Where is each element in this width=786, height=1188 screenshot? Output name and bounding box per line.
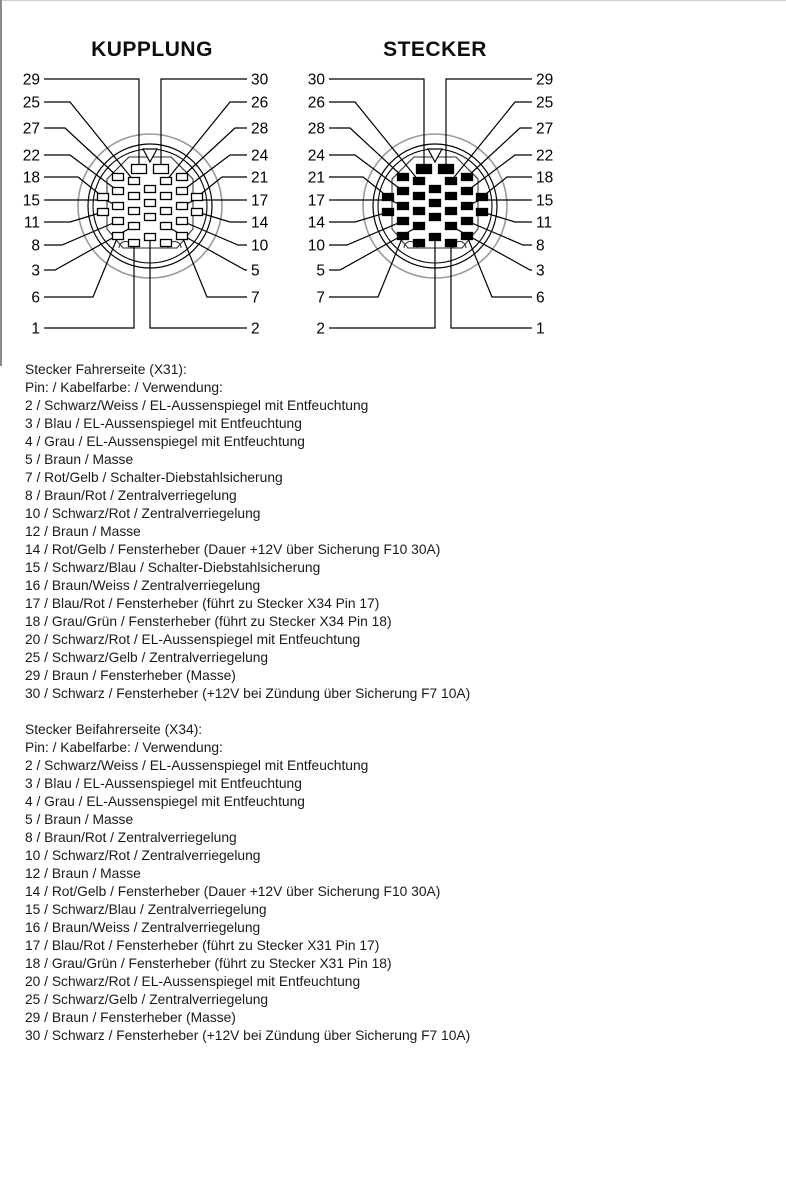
pin-contact bbox=[462, 174, 473, 181]
pin-contacts bbox=[98, 165, 203, 247]
kupplung-connector bbox=[23, 72, 269, 338]
pin-contact bbox=[446, 193, 457, 200]
leader-line bbox=[329, 237, 435, 328]
pin-row: 3 / Blau / EL-Aussenspiegel mit Entfeuchtung bbox=[25, 416, 302, 431]
pin-contact bbox=[446, 208, 457, 215]
pin-contact bbox=[113, 188, 124, 195]
pin-row: 3 / Blau / EL-Aussenspiegel mit Entfeuchtung bbox=[25, 776, 302, 791]
pin-row: 15 / Schwarz/Blau / Zentralverriegelung bbox=[25, 902, 267, 917]
pin-number-label: 2 bbox=[316, 320, 325, 338]
pin-number-label: 10 bbox=[307, 237, 325, 255]
leader-line bbox=[329, 128, 403, 177]
leader-line bbox=[182, 221, 247, 245]
pin-contact bbox=[113, 174, 124, 181]
pin-contact bbox=[462, 203, 473, 210]
pin-rows bbox=[25, 757, 470, 1045]
pin-number-label: 15 bbox=[22, 192, 40, 210]
pin-contact bbox=[430, 200, 441, 207]
pin-contact bbox=[145, 234, 156, 241]
pin-contact bbox=[462, 233, 473, 240]
pin-row: 2 / Schwarz/Weiss / EL-Aussenspiegel mit Entfeuchtung bbox=[25, 398, 369, 413]
pin-row: 18 / Grau/Grün / Fensterheber (führt zu Stecker X31 Pin 18) bbox=[25, 956, 392, 971]
pin-contact bbox=[177, 188, 188, 195]
pin-contact bbox=[161, 178, 172, 185]
pin-number-label: 18 bbox=[536, 169, 554, 187]
pin-contact bbox=[417, 165, 432, 174]
pin-contact bbox=[439, 165, 454, 174]
pin-contact bbox=[446, 178, 457, 185]
pin-contact bbox=[129, 223, 140, 230]
pin-number-label: 24 bbox=[307, 147, 325, 165]
pin-row: 30 / Schwarz / Fensterheber (+12V bei Zündung über Sicherung F7 10A) bbox=[25, 686, 471, 701]
pin-contact bbox=[154, 165, 169, 174]
pin-number-label: 30 bbox=[307, 71, 325, 89]
pin-contact bbox=[414, 223, 425, 230]
section-x34 bbox=[25, 721, 470, 1045]
pin-contact bbox=[161, 193, 172, 200]
leader-line bbox=[467, 128, 532, 177]
leader-line bbox=[44, 128, 118, 177]
pin-contact bbox=[477, 209, 488, 216]
pin-number-label: 17 bbox=[307, 192, 325, 210]
pin-row: 10 / Schwarz/Rot / Zentralverriegelung bbox=[25, 848, 261, 863]
pin-row: 16 / Braun/Weiss / Zentralverriegelung bbox=[25, 920, 261, 935]
pin-number-label: 7 bbox=[316, 289, 325, 307]
pin-number-label: 14 bbox=[251, 214, 269, 232]
pin-number-label: 18 bbox=[22, 169, 40, 187]
pin-number-label: 25 bbox=[22, 94, 40, 112]
pin-row: 16 / Braun/Weiss / Zentralverriegelung bbox=[25, 578, 261, 593]
section-x31 bbox=[25, 361, 470, 703]
pin-contact bbox=[129, 208, 140, 215]
pin-number-label: 2 bbox=[251, 320, 260, 338]
leader-line bbox=[197, 177, 247, 197]
pin-number-label: 10 bbox=[251, 237, 269, 255]
leader-line bbox=[451, 102, 532, 181]
pin-contact bbox=[129, 240, 140, 247]
pin-row: 14 / Rot/Gelb / Fensterheber (Dauer +12V über Sicherung F10 30A) bbox=[25, 542, 441, 557]
pin-contact bbox=[177, 233, 188, 240]
pin-number-label: 14 bbox=[307, 214, 325, 232]
pin-number-label: 6 bbox=[31, 289, 40, 307]
kupplung-heading: KUPPLUNG bbox=[91, 38, 213, 61]
pin-number-label: 8 bbox=[31, 237, 40, 255]
pin-number-label: 11 bbox=[536, 214, 553, 232]
pin-number-label: 27 bbox=[22, 120, 40, 138]
pin-number-label: 3 bbox=[31, 262, 40, 280]
pin-contact bbox=[446, 223, 457, 230]
pin-number-label: 22 bbox=[536, 147, 554, 165]
pin-number-label: 5 bbox=[316, 262, 325, 280]
pin-row: 12 / Braun / Masse bbox=[25, 866, 141, 881]
pin-contact bbox=[414, 178, 425, 185]
pin-contact bbox=[145, 186, 156, 193]
pin-contact bbox=[113, 203, 124, 210]
pin-contact bbox=[113, 218, 124, 225]
pin-number-label: 28 bbox=[307, 120, 325, 138]
pin-number-label: 21 bbox=[251, 169, 269, 187]
pin-contact bbox=[414, 240, 425, 247]
pin-number-label: 6 bbox=[536, 289, 545, 307]
pin-contact bbox=[177, 203, 188, 210]
pin-number-label: 5 bbox=[251, 262, 260, 280]
pin-row: 20 / Schwarz/Rot / EL-Aussenspiegel mit Entfeuchtung bbox=[25, 974, 361, 989]
polarization-notch bbox=[428, 149, 442, 162]
pin-row: 4 / Grau / EL-Aussenspiegel mit Entfeuchtung bbox=[25, 434, 305, 449]
section-title: Stecker Fahrerseite (X31): bbox=[25, 362, 187, 377]
pin-contact bbox=[145, 200, 156, 207]
pin-number-label: 26 bbox=[307, 94, 325, 112]
pin-number-label: 24 bbox=[251, 147, 269, 165]
leader-line bbox=[150, 237, 247, 328]
pin-row: 8 / Braun/Rot / Zentralverriegelung bbox=[25, 830, 237, 845]
pin-number-label: 1 bbox=[31, 320, 40, 338]
leader-line bbox=[44, 243, 134, 328]
pin-contact bbox=[383, 194, 394, 201]
stecker-heading: STECKER bbox=[383, 38, 487, 61]
pin-row: 20 / Schwarz/Rot / EL-Aussenspiegel mit Entfeuchtung bbox=[25, 632, 361, 647]
pin-row: 14 / Rot/Gelb / Fensterheber (Dauer +12V über Sicherung F10 30A) bbox=[25, 884, 441, 899]
pin-number-label: 22 bbox=[22, 147, 40, 165]
pin-row: 4 / Grau / EL-Aussenspiegel mit Entfeuchtung bbox=[25, 794, 305, 809]
pin-number-label: 27 bbox=[536, 120, 554, 138]
pin-number-label: 25 bbox=[536, 94, 554, 112]
pin-contact bbox=[129, 178, 140, 185]
pin-number-label: 15 bbox=[536, 192, 554, 210]
pin-contact bbox=[177, 174, 188, 181]
pin-contact bbox=[430, 214, 441, 221]
pin-contact bbox=[414, 208, 425, 215]
stecker-connector bbox=[308, 72, 554, 338]
pin-contact bbox=[430, 186, 441, 193]
pin-contact bbox=[446, 240, 457, 247]
pin-row: 29 / Braun / Fensterheber (Masse) bbox=[25, 1010, 236, 1025]
pin-contact bbox=[398, 188, 409, 195]
pin-number-label: 7 bbox=[251, 289, 260, 307]
pin-contact bbox=[398, 218, 409, 225]
pin-contact bbox=[462, 188, 473, 195]
pin-contacts bbox=[383, 165, 488, 247]
pin-number-label: 3 bbox=[536, 262, 545, 280]
pin-number-label: 28 bbox=[251, 120, 269, 138]
pin-number-label: 11 bbox=[23, 214, 40, 232]
pin-contact bbox=[113, 233, 124, 240]
pin-number-label: 29 bbox=[536, 71, 554, 89]
pin-contact bbox=[462, 218, 473, 225]
pin-row: 25 / Schwarz/Gelb / Zentralverriegelung bbox=[25, 650, 269, 665]
pin-number-label: 17 bbox=[251, 192, 269, 210]
pin-contact bbox=[132, 165, 147, 174]
pin-contact bbox=[383, 209, 394, 216]
pin-contact bbox=[145, 214, 156, 221]
pin-row: 17 / Blau/Rot / Fensterheber (führt zu Stecker X31 Pin 17) bbox=[25, 938, 380, 953]
pin-contact bbox=[161, 223, 172, 230]
pin-contact bbox=[177, 218, 188, 225]
pin-number-label: 1 bbox=[536, 320, 545, 338]
pin-contact bbox=[98, 194, 109, 201]
pin-row: 30 / Schwarz / Fensterheber (+12V bei Zündung über Sicherung F7 10A) bbox=[25, 1028, 471, 1043]
leader-line bbox=[182, 128, 247, 177]
pin-row: 5 / Braun / Masse bbox=[25, 812, 134, 827]
pin-number-label: 8 bbox=[536, 237, 545, 255]
pin-contact bbox=[398, 233, 409, 240]
pin-row: 2 / Schwarz/Weiss / EL-Aussenspiegel mit Entfeuchtung bbox=[25, 758, 369, 773]
leader-line bbox=[166, 102, 247, 181]
pin-contact bbox=[192, 209, 203, 216]
pin-row: 18 / Grau/Grün / Fensterheber (führt zu Stecker X34 Pin 18) bbox=[25, 614, 392, 629]
pin-row: 5 / Braun / Masse bbox=[25, 452, 134, 467]
pin-number-label: 26 bbox=[251, 94, 269, 112]
leader-line bbox=[467, 221, 532, 245]
polarization-notch bbox=[143, 149, 157, 162]
pin-row: 15 / Schwarz/Blau / Schalter-Diebstahlsicherung bbox=[25, 560, 321, 575]
pin-contact bbox=[414, 193, 425, 200]
pin-contact bbox=[161, 240, 172, 247]
section-header: Pin: / Kabelfarbe: / Verwendung: bbox=[25, 740, 223, 755]
pin-rows bbox=[25, 397, 470, 703]
pin-number-label: 29 bbox=[22, 71, 40, 89]
pin-number-label: 21 bbox=[307, 169, 325, 187]
pin-row: 25 / Schwarz/Gelb / Zentralverriegelung bbox=[25, 992, 269, 1007]
pin-contact bbox=[98, 209, 109, 216]
leader-line bbox=[482, 177, 532, 197]
pin-row: 17 / Blau/Rot / Fensterheber (führt zu Stecker X34 Pin 17) bbox=[25, 596, 380, 611]
pin-row: 29 / Braun / Fensterheber (Masse) bbox=[25, 668, 236, 683]
pin-row: 12 / Braun / Masse bbox=[25, 524, 141, 539]
pin-row: 8 / Braun/Rot / Zentralverriegelung bbox=[25, 488, 237, 503]
pin-row: 10 / Schwarz/Rot / Zentralverriegelung bbox=[25, 506, 261, 521]
pin-contact bbox=[398, 203, 409, 210]
section-title: Stecker Beifahrerseite (X34): bbox=[25, 722, 203, 737]
pin-row: 7 / Rot/Gelb / Schalter-Diebstahlsicherung bbox=[25, 470, 283, 485]
pin-contact bbox=[477, 194, 488, 201]
pin-number-label: 30 bbox=[251, 71, 269, 89]
pin-contact bbox=[430, 234, 441, 241]
pin-contact bbox=[129, 193, 140, 200]
pin-contact bbox=[161, 208, 172, 215]
section-header: Pin: / Kabelfarbe: / Verwendung: bbox=[25, 380, 223, 395]
pin-contact bbox=[398, 174, 409, 181]
pin-contact bbox=[192, 194, 203, 201]
